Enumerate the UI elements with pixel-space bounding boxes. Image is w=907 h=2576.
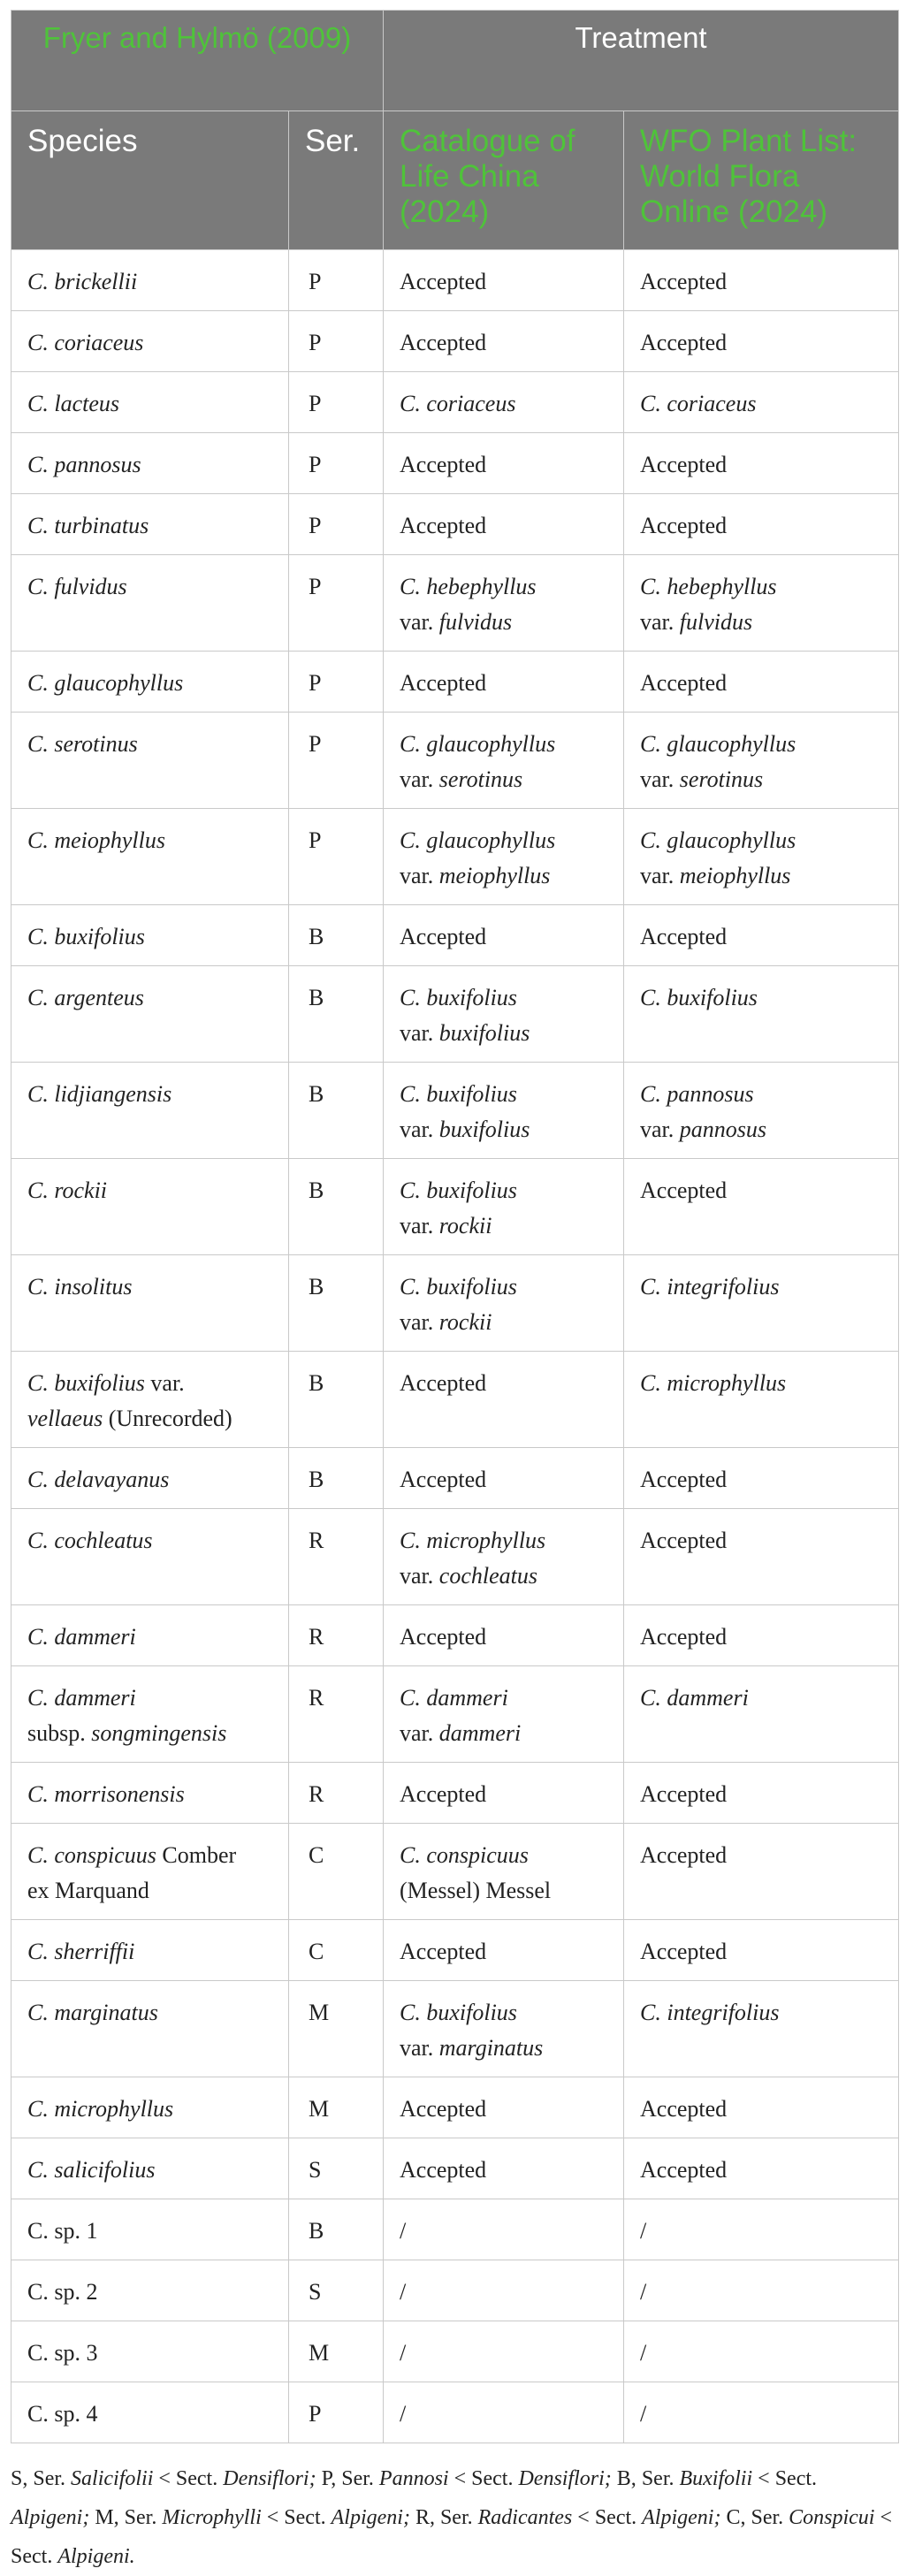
cell-line: C. conspicuus Comber (27, 1842, 237, 1868)
cell-line: subsp. songmingensis (27, 1720, 227, 1746)
wfo-cell (624, 1920, 899, 1981)
series-cell: B (289, 1063, 384, 1159)
cell-line: var. rockii (400, 1213, 492, 1238)
series-cell: P (289, 555, 384, 652)
cell-line: / (400, 2401, 407, 2427)
cell-line: var. pannosus (640, 1117, 767, 1142)
catalogue-of-life-cell (384, 1255, 624, 1352)
series-cell: M (289, 1981, 384, 2077)
table-row (11, 2321, 899, 2382)
cell-line: Accepted (400, 670, 487, 696)
catalogue-of-life-cell (384, 966, 624, 1063)
cell-line: / (640, 2218, 647, 2244)
series-cell: P (289, 494, 384, 555)
cell-line: var. fulvidus (400, 609, 513, 635)
species-cell (11, 652, 289, 713)
series-cell: B (289, 966, 384, 1063)
col-header-ser: Ser. (289, 111, 384, 250)
species-cell (11, 1824, 289, 1920)
cell-line: C. coriaceus (640, 391, 757, 416)
series-cell: B (289, 2199, 384, 2260)
cell-line: C. rockii (27, 1177, 108, 1203)
wfo-cell (624, 713, 899, 809)
catalogue-of-life-cell (384, 433, 624, 494)
cell-line: Accepted (400, 924, 487, 949)
cell-line: Accepted (640, 452, 728, 477)
cell-line: C. sp. 4 (27, 2401, 98, 2427)
cell-line: Accepted (400, 1624, 487, 1650)
cell-line: C. microphyllus (400, 1528, 546, 1553)
cell-line: C. glaucophyllus (640, 827, 796, 853)
catalogue-of-life-cell (384, 1981, 624, 2077)
cell-line: C. lidjiangensis (27, 1081, 172, 1107)
catalogue-of-life-cell (384, 2077, 624, 2138)
catalogue-of-life-cell (384, 494, 624, 555)
catalogue-of-life-cell (384, 1605, 624, 1666)
wfo-cell (624, 2382, 899, 2443)
species-cell (11, 1352, 289, 1448)
table-row (11, 1824, 899, 1920)
cell-line: var. buxifolius (400, 1117, 530, 1142)
species-cell (11, 494, 289, 555)
species-cell (11, 2077, 289, 2138)
cell-line: C. integrifolius (640, 2000, 780, 2025)
series-cell: B (289, 1352, 384, 1448)
series-cell: B (289, 905, 384, 966)
cell-line: C. buxifolius (400, 1081, 517, 1107)
treatment-title: Treatment (384, 11, 899, 111)
cell-line: Accepted (640, 1467, 728, 1492)
cell-line: C. coriaceus (27, 330, 144, 355)
wfo-cell (624, 1981, 899, 2077)
cell-line: Accepted (400, 1939, 487, 1964)
cell-line: C. hebephyllus (640, 574, 777, 599)
species-cell (11, 2321, 289, 2382)
table-header (11, 11, 899, 250)
catalogue-of-life-cell (384, 905, 624, 966)
cell-line: Accepted (640, 670, 728, 696)
table-body (11, 250, 899, 2443)
cell-line: / (640, 2340, 647, 2366)
species-cell (11, 2138, 289, 2199)
species-cell (11, 1255, 289, 1352)
cell-line: Accepted (640, 330, 728, 355)
series-cell: P (289, 713, 384, 809)
wfo-cell (624, 1824, 899, 1920)
cell-line: C. buxifolius (27, 924, 145, 949)
cell-line: C. delavayanus (27, 1467, 170, 1492)
cell-line: var. marginatus (400, 2035, 544, 2061)
cell-line: vellaeus (Unrecorded) (27, 1406, 232, 1431)
wfo-cell (624, 2260, 899, 2321)
table-row (11, 905, 899, 966)
cell-line: / (400, 2340, 407, 2366)
series-cell: S (289, 2260, 384, 2321)
wfo-cell (624, 966, 899, 1063)
cell-line: C. brickellii (27, 269, 138, 294)
wfo-cell (624, 2138, 899, 2199)
table-row (11, 433, 899, 494)
table-row (11, 1605, 899, 1666)
cell-line: Accepted (400, 513, 487, 538)
cell-line: Accepted (400, 2096, 487, 2122)
table-footnote: S, Ser. Salicifolii < Sect. Densiflori; P, Ser. Pannosi < Sect. Densiflori; B, Ser. Buxifolii < Sect. Alpigeni; M, Ser. Microphylli < Sect. Alpigeni; R, Ser. Radicantes < Sect. Alpigeni; C, Ser. Conspicui < Sect. Alpigeni. (11, 2467, 893, 2568)
table-row (11, 1920, 899, 1981)
species-cell (11, 1159, 289, 1255)
wfo-cell (624, 555, 899, 652)
table-row (11, 2077, 899, 2138)
catalogue-of-life-cell (384, 372, 624, 433)
series-cell: B (289, 1255, 384, 1352)
cell-line: C. morrisonensis (27, 1781, 185, 1807)
cell-line: / (640, 2401, 647, 2427)
cell-line: C. dammeri (27, 1624, 136, 1650)
table-row (11, 372, 899, 433)
species-cell (11, 966, 289, 1063)
catalogue-of-life-cell (384, 555, 624, 652)
wfo-cell (624, 372, 899, 433)
wfo-cell (624, 1763, 899, 1824)
cell-line: Accepted (640, 513, 728, 538)
cell-line: C. microphyllus (640, 1370, 787, 1396)
wfo-cell (624, 433, 899, 494)
cell-line: / (400, 2218, 407, 2244)
wfo-cell (624, 2321, 899, 2382)
cell-line: C. hebephyllus (400, 574, 537, 599)
wfo-cell (624, 250, 899, 311)
cell-line: Accepted (400, 1467, 487, 1492)
cell-line: Accepted (640, 1842, 728, 1868)
catalogue-of-life-cell (384, 713, 624, 809)
species-cell (11, 1666, 289, 1763)
catalogue-of-life-cell (384, 2138, 624, 2199)
species-cell (11, 713, 289, 809)
cell-line: C. sp. 3 (27, 2340, 98, 2366)
cell-line: Accepted (640, 1624, 728, 1650)
series-cell: P (289, 311, 384, 372)
cell-line: C. dammeri (27, 1685, 136, 1711)
wfo-cell (624, 1448, 899, 1509)
cell-line: C. glaucophyllus (400, 731, 556, 757)
cell-line: Accepted (400, 2157, 487, 2183)
cell-line: var. cochleatus (400, 1563, 537, 1589)
cell-line: Accepted (400, 330, 487, 355)
species-cell (11, 1605, 289, 1666)
cell-line: / (640, 2279, 647, 2305)
col-header-wfo: WFO Plant List: World Flora Online (2024) (624, 111, 899, 250)
catalogue-of-life-cell (384, 1352, 624, 1448)
catalogue-of-life-cell (384, 311, 624, 372)
cell-line: C. salicifolius (27, 2157, 156, 2183)
series-cell: P (289, 250, 384, 311)
catalogue-of-life-cell (384, 1666, 624, 1763)
cell-line: C. buxifolius (640, 985, 758, 1010)
cell-line: C. buxifolius (400, 2000, 517, 2025)
cell-line: Accepted (640, 924, 728, 949)
cell-line: / (400, 2279, 407, 2305)
cell-line: Accepted (640, 1939, 728, 1964)
catalogue-of-life-cell (384, 2260, 624, 2321)
series-cell: P (289, 652, 384, 713)
cell-line: Accepted (640, 1528, 728, 1553)
table-row (11, 2138, 899, 2199)
cell-line: C. pannosus (640, 1081, 754, 1107)
cell-line: var. meiophyllus (640, 863, 791, 888)
series-cell: R (289, 1509, 384, 1605)
cell-line: C. dammeri (640, 1685, 749, 1711)
cell-line: C. buxifolius (400, 1177, 517, 1203)
cell-line: C. lacteus (27, 391, 119, 416)
catalogue-of-life-cell (384, 2321, 624, 2382)
catalogue-of-life-cell (384, 1448, 624, 1509)
cell-line: Accepted (400, 1781, 487, 1807)
cell-line: var. fulvidus (640, 609, 753, 635)
species-cell (11, 433, 289, 494)
cell-line: C. marginatus (27, 2000, 158, 2025)
catalogue-of-life-cell (384, 1824, 624, 1920)
cell-line: C. insolitus (27, 1274, 133, 1299)
catalogue-of-life-cell (384, 1063, 624, 1159)
table-row (11, 1352, 899, 1448)
species-cell (11, 2260, 289, 2321)
series-cell: R (289, 1763, 384, 1824)
table-row (11, 311, 899, 372)
cell-line: var. serotinus (400, 766, 523, 792)
series-cell: P (289, 372, 384, 433)
series-cell: C (289, 1920, 384, 1981)
species-cell (11, 1920, 289, 1981)
catalogue-of-life-cell (384, 1920, 624, 1981)
cell-line: C. cochleatus (27, 1528, 153, 1553)
wfo-cell (624, 905, 899, 966)
col-header-species: Species (11, 111, 289, 250)
cell-line: Accepted (640, 1781, 728, 1807)
series-cell: S (289, 2138, 384, 2199)
cell-line: Accepted (640, 2157, 728, 2183)
series-cell: M (289, 2077, 384, 2138)
table-row (11, 250, 899, 311)
table-row (11, 1981, 899, 2077)
catalogue-of-life-cell (384, 2199, 624, 2260)
cell-line: C. glaucophyllus (640, 731, 796, 757)
catalogue-of-life-cell (384, 1509, 624, 1605)
series-cell: P (289, 2382, 384, 2443)
table-row (11, 555, 899, 652)
wfo-cell (624, 494, 899, 555)
series-cell: B (289, 1159, 384, 1255)
table-row (11, 966, 899, 1063)
cell-line: C. microphyllus (27, 2096, 174, 2122)
species-cell (11, 372, 289, 433)
catalogue-of-life-cell (384, 652, 624, 713)
cell-line: Accepted (400, 452, 487, 477)
cell-line: var. dammeri (400, 1720, 522, 1746)
wfo-cell (624, 1666, 899, 1763)
species-cell (11, 1063, 289, 1159)
species-cell (11, 2382, 289, 2443)
table-row (11, 1448, 899, 1509)
cell-line: C. integrifolius (640, 1274, 780, 1299)
cell-line: ex Marquand (27, 1878, 149, 1903)
species-cell (11, 905, 289, 966)
species-cell (11, 555, 289, 652)
table-row (11, 1063, 899, 1159)
wfo-cell (624, 1255, 899, 1352)
table-row (11, 713, 899, 809)
cell-line: C. pannosus (27, 452, 141, 477)
wfo-cell (624, 311, 899, 372)
cell-line: (Messel) Messel (400, 1878, 552, 1903)
species-cell (11, 809, 289, 905)
wfo-cell (624, 1352, 899, 1448)
table-row (11, 2382, 899, 2443)
species-cell (11, 1509, 289, 1605)
cell-line: C. argenteus (27, 985, 144, 1010)
species-cell (11, 250, 289, 311)
species-cell (11, 1981, 289, 2077)
species-cell (11, 311, 289, 372)
wfo-cell (624, 809, 899, 905)
species-cell (11, 2199, 289, 2260)
source-title: Fryer and Hylmö (2009) (11, 11, 384, 111)
cell-line: C. sp. 1 (27, 2218, 98, 2244)
series-cell: M (289, 2321, 384, 2382)
cell-line: Accepted (640, 2096, 728, 2122)
col-header-catalogue-of-life: Catalogue of Life China (2024) (384, 111, 624, 250)
table-row (11, 2199, 899, 2260)
cell-line: Accepted (400, 1370, 487, 1396)
cell-line: Accepted (640, 1177, 728, 1203)
cell-line: C. sp. 2 (27, 2279, 98, 2305)
cell-line: Accepted (640, 269, 728, 294)
cell-line: C. buxifolius (400, 1274, 517, 1299)
series-cell: P (289, 433, 384, 494)
cell-line: C. glaucophyllus (400, 827, 556, 853)
table-row (11, 1159, 899, 1255)
table-row (11, 1255, 899, 1352)
species-cell (11, 1763, 289, 1824)
series-cell: R (289, 1605, 384, 1666)
catalogue-of-life-cell (384, 1763, 624, 1824)
taxonomy-table (11, 10, 899, 2443)
cell-line: Accepted (400, 269, 487, 294)
table-row (11, 1509, 899, 1605)
catalogue-of-life-cell (384, 250, 624, 311)
cell-line: C. coriaceus (400, 391, 516, 416)
cell-line: C. serotinus (27, 731, 138, 757)
catalogue-of-life-cell (384, 809, 624, 905)
cell-line: C. sherriffii (27, 1939, 135, 1964)
cell-line: C. buxifolius var. (27, 1370, 185, 1396)
cell-line: var. meiophyllus (400, 863, 551, 888)
wfo-cell (624, 1159, 899, 1255)
cell-line: C. meiophyllus (27, 827, 165, 853)
table-row (11, 1666, 899, 1763)
cell-line: C. glaucophyllus (27, 670, 184, 696)
species-cell (11, 1448, 289, 1509)
cell-line: var. serotinus (640, 766, 764, 792)
table-row (11, 1763, 899, 1824)
taxonomy-table-container (11, 10, 898, 2443)
wfo-cell (624, 2199, 899, 2260)
cell-line: C. buxifolius (400, 985, 517, 1010)
series-cell: B (289, 1448, 384, 1509)
cell-line: var. rockii (400, 1309, 492, 1335)
wfo-cell (624, 1605, 899, 1666)
table-row (11, 494, 899, 555)
series-cell: C (289, 1824, 384, 1920)
series-cell: R (289, 1666, 384, 1763)
table-row (11, 2260, 899, 2321)
wfo-cell (624, 1063, 899, 1159)
table-row (11, 809, 899, 905)
cell-line: C. dammeri (400, 1685, 508, 1711)
wfo-cell (624, 1509, 899, 1605)
wfo-cell (624, 652, 899, 713)
cell-line: C. fulvidus (27, 574, 127, 599)
wfo-cell (624, 2077, 899, 2138)
series-cell: P (289, 809, 384, 905)
catalogue-of-life-cell (384, 1159, 624, 1255)
cell-line: var. buxifolius (400, 1020, 530, 1046)
table-row (11, 652, 899, 713)
cell-line: C. conspicuus (400, 1842, 529, 1868)
cell-line: C. turbinatus (27, 513, 149, 538)
catalogue-of-life-cell (384, 2382, 624, 2443)
